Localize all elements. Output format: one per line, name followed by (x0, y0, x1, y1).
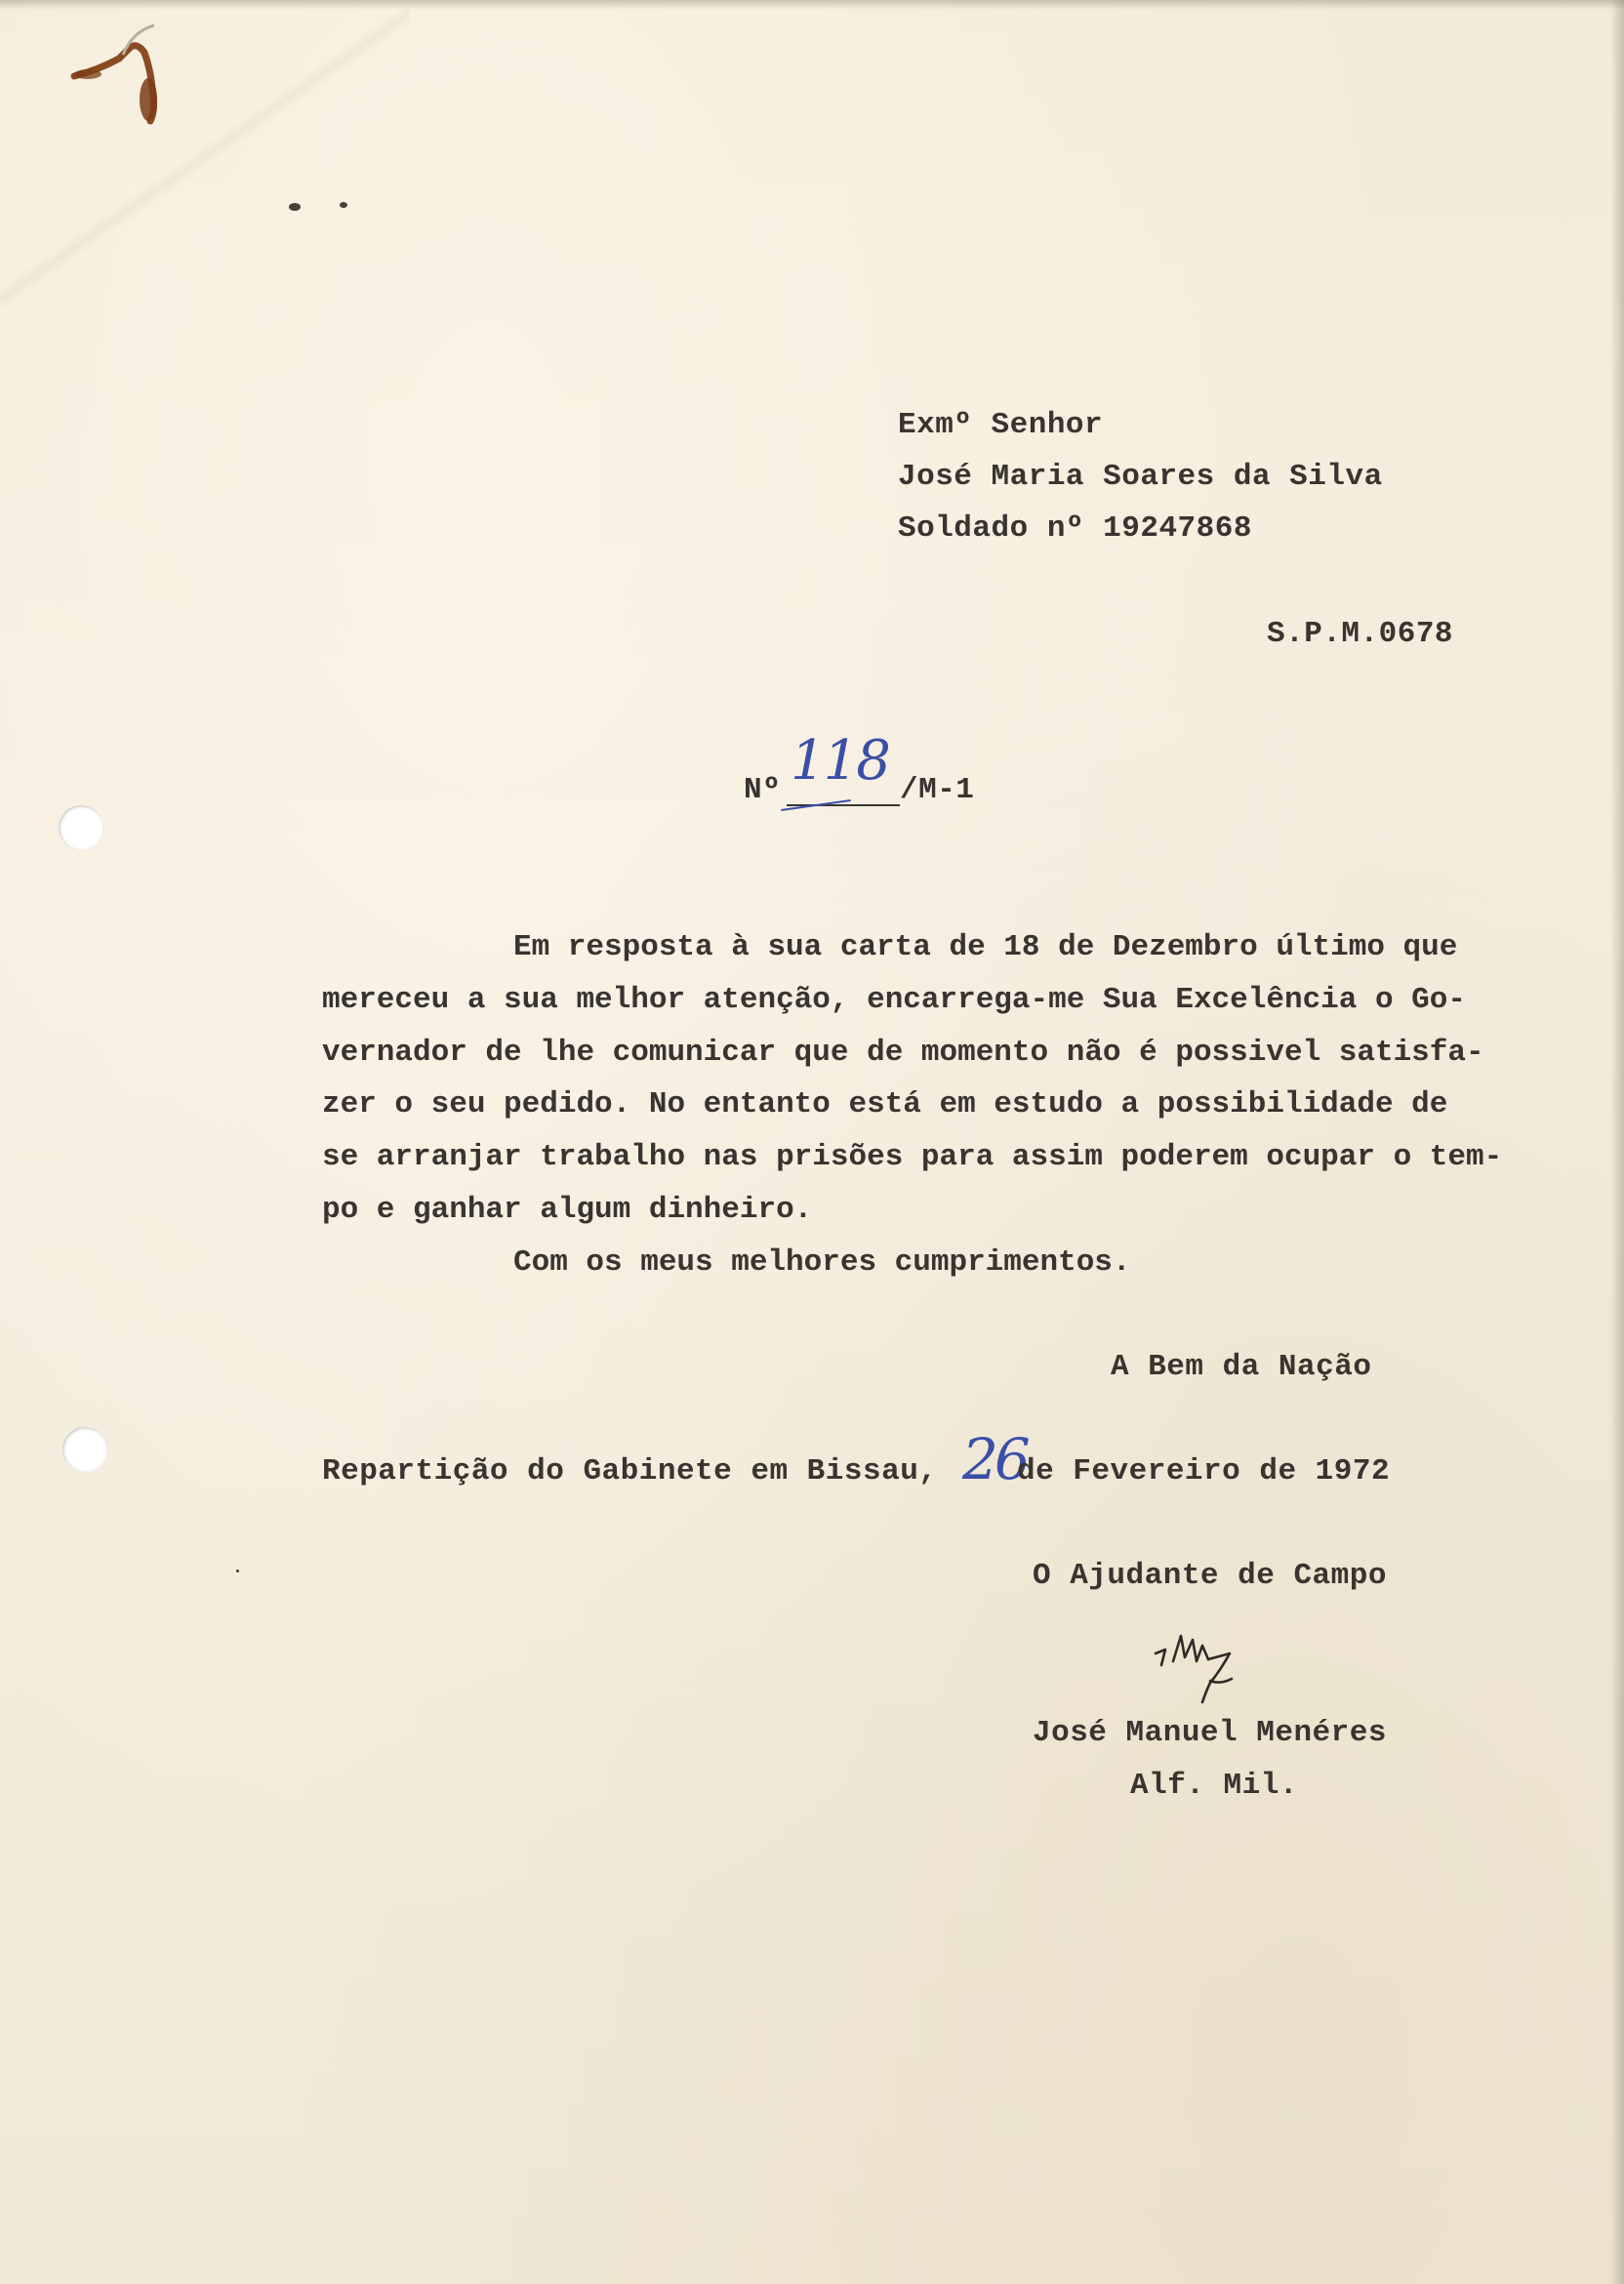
body-line-4: zer o seu pedido. No entanto está em estudo a possibilidade de (322, 1087, 1448, 1122)
signatory-role: O Ajudante de Campo (1033, 1559, 1387, 1593)
dateline-month-year: de Fevereiro de 1972 (1017, 1454, 1391, 1489)
dateline-day-handwritten: 26 (962, 1426, 1027, 1492)
dateline-place: Repartição do Gabinete em Bissau, (322, 1454, 938, 1489)
addressee-postal-code: S.P.M.0678 (1267, 617, 1454, 651)
body-closing: Com os meus melhores cumprimentos. (513, 1245, 1131, 1280)
addressee-name: José Maria Soares da Silva (898, 460, 1383, 494)
paper-fold-mark (0, 0, 410, 312)
ink-speck (340, 202, 347, 208)
valediction: A Bem da Nação (1111, 1350, 1372, 1384)
punch-hole-upper (59, 805, 103, 850)
body-line-6: po e ganhar algum dinheiro. (322, 1193, 813, 1227)
signatory-name: José Manuel Menéres (1033, 1716, 1387, 1750)
addressee-salutation: Exmº Senhor (898, 408, 1104, 442)
ink-speck (236, 1570, 239, 1572)
reference-number-handwritten: 118 (791, 729, 889, 793)
addressee-rank-number: Soldado nº 19247868 (898, 511, 1252, 546)
punch-hole-lower (62, 1427, 107, 1472)
handwritten-signature (1152, 1632, 1279, 1710)
body-line-3: vernador de lhe comunicar que de momento não é possivel satisfa- (322, 1036, 1484, 1070)
reference-prefix: Nº (744, 773, 782, 807)
body-line-5: se arranjar trabalho nas prisões para assim poderem ocupar o tem- (322, 1140, 1503, 1174)
rusty-staple-mark (68, 20, 176, 137)
body-line-2: mereceu a sua melhor atenção, encarrega-me Sua Excelência o Go- (322, 983, 1466, 1017)
page-edge-right (1610, 0, 1624, 2284)
signatory-title: Alf. Mil. (1130, 1769, 1298, 1803)
reference-suffix: /M-1 (900, 773, 975, 807)
ink-speck (289, 203, 301, 211)
body-line-1: Em resposta à sua carta de 18 de Dezembro último que (513, 930, 1458, 964)
